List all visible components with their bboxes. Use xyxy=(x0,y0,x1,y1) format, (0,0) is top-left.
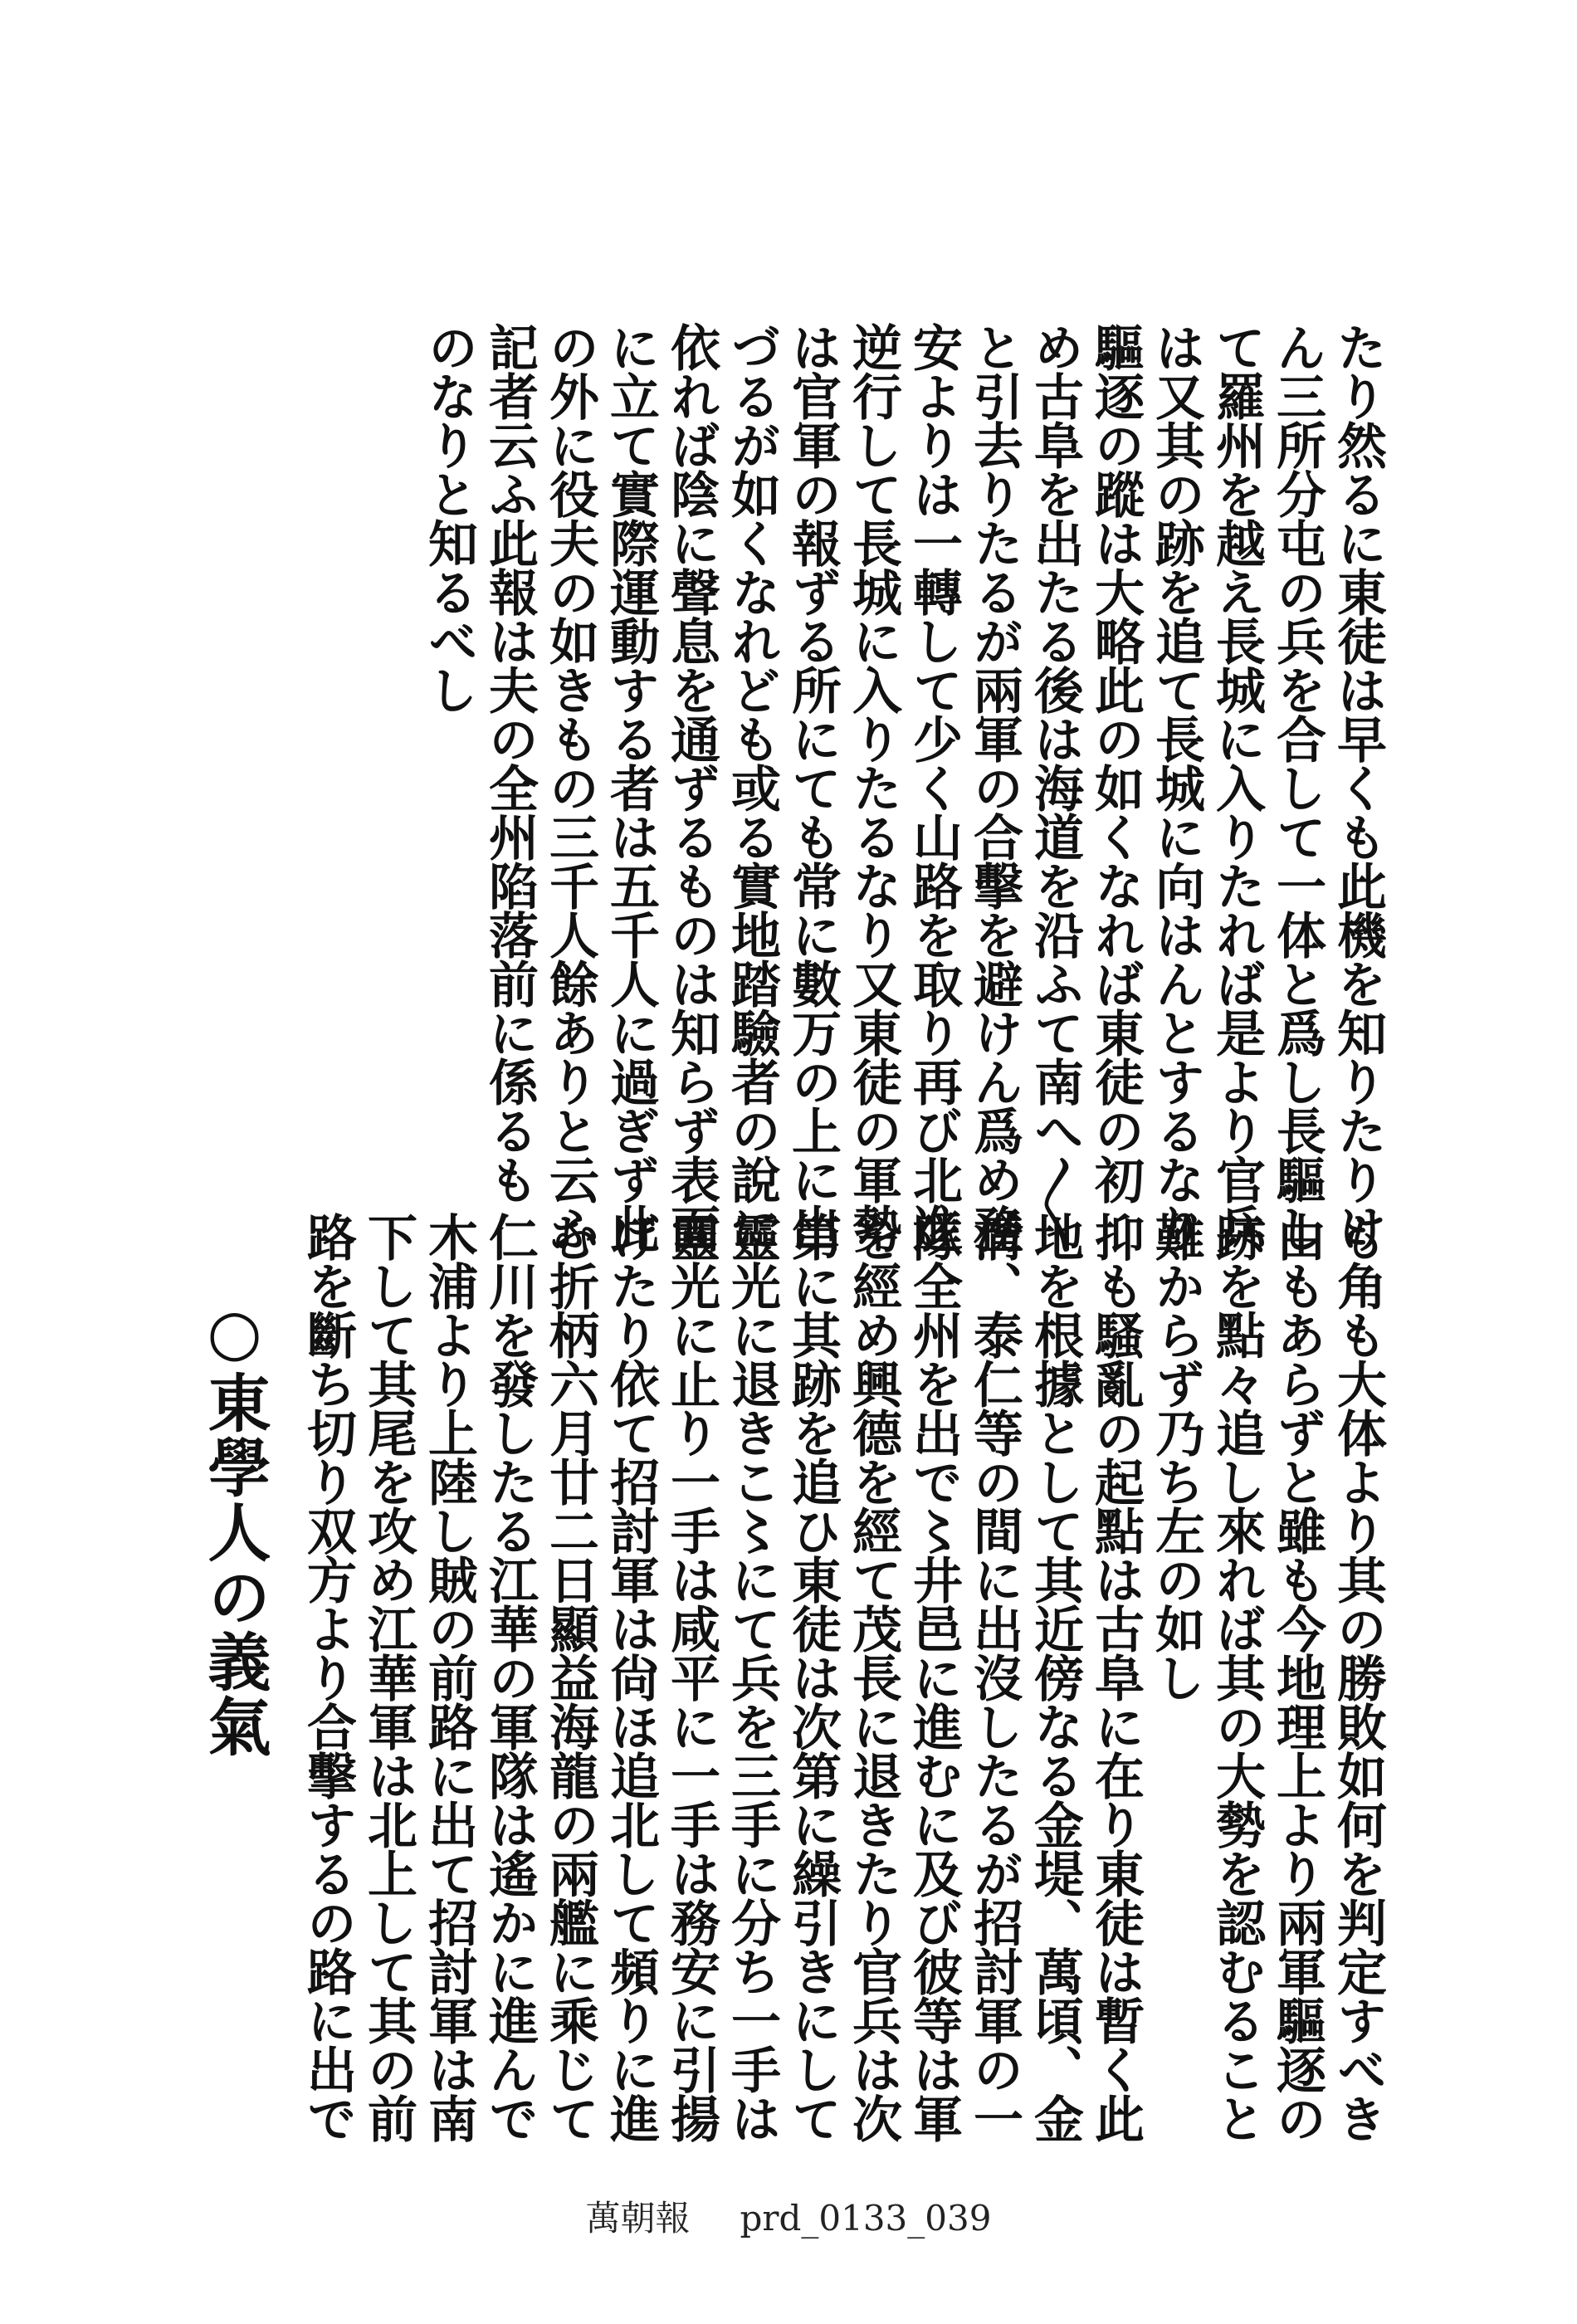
text-column: 記者云ふ此報は夫の全州陷落前に係るも xyxy=(481,322,539,1204)
article-heading: ○東學人の義氣 xyxy=(198,1295,271,1759)
text-column: 逆行して長城に入りたるなり又東徒の軍勢 xyxy=(844,322,902,1252)
text-column: め古阜を出たる後は海道を沿ふて南へ〳〵 xyxy=(1026,322,1084,1253)
text-column: む折柄六月廿二日顯益海龍の兩艦に乘じて xyxy=(541,1212,599,2142)
text-column: 木浦より上陸し賊の前路に出て招討軍は南 xyxy=(420,1212,478,2142)
footer-page-id: prd_0133_039 xyxy=(740,2198,992,2239)
footer-collection-title: 萬朝報 xyxy=(585,2198,691,2239)
text-column: 由もあらずと雖も今地理上より兩軍驅逐の xyxy=(1268,1212,1326,2142)
text-column: 隊全州を出で〻井邑に進むに及び彼等は軍 xyxy=(905,1212,963,2142)
text-column: げたり依て招討軍は尙ほ追北して頻りに進 xyxy=(602,1212,660,2142)
text-column: づるが如くなれども或る實地踏驗者の說に xyxy=(723,322,781,1252)
page-footer xyxy=(0,2191,1577,2241)
text-column: を經め興德を經て茂長に退きたり官兵は次 xyxy=(844,1212,902,2142)
text-column: 第に其跡を追ひ東徒は次第に繰引きにして xyxy=(784,1212,842,2142)
text-column: 靈光に退きこ〻にて兵を三手に分ち一手は xyxy=(723,1212,781,2142)
text-column: 下して其尾を攻め江華軍は北上して其の前 xyxy=(359,1212,417,2142)
text-column: 依れば陰に聲息を通ずるものは知らず表面 xyxy=(662,322,720,1252)
text-column: と引去りたるが兩軍の合擊を避けん爲め務 xyxy=(965,322,1023,1252)
text-column: 安よりは一轉して少く山路を取り再び北進 xyxy=(905,322,963,1252)
text-column: のなりと知るべし xyxy=(420,322,478,714)
text-column: 驅逐の蹤は大略此の如くなれば東徒の初 xyxy=(1086,322,1145,1204)
text-column: 抑も騷亂の起點は古阜に在り東徒は暫く此 xyxy=(1086,1212,1145,2142)
text-column: 靈光に止り一手は咸平に一手は務安に引揚 xyxy=(662,1212,720,2142)
text-column: は官軍の報ずる所にても常に數万の上に出 xyxy=(784,322,842,1252)
lower-text-block xyxy=(297,1212,1388,2142)
text-column: ん三所分屯の兵を合して一体と爲し長驅し xyxy=(1268,322,1326,1252)
text-column: 地を根據として其近傍なる金堤、萬頃、金 xyxy=(1026,1212,1084,2142)
text-column: 難からず乃ち左の如し xyxy=(1147,1212,1205,1702)
text-column: の外に役夫の如きもの三千人餘ありと云ふ xyxy=(541,322,599,1252)
text-column: たり然るに東徒は早くも此機を知りたりけ xyxy=(1329,322,1387,1252)
text-column: 跡を點々追し來れば其の大勢を認むること xyxy=(1208,1212,1266,2142)
text-column: に立て實際運動する者は五千人に過ぎず此 xyxy=(602,322,660,1252)
text-column: 路を斷ち切り双方より合擊するの路に出で xyxy=(299,1212,357,2142)
text-column: て羅州を越え長城に入りたれば是より官兵 xyxy=(1208,322,1266,1252)
text-column: は又其の跡を追て長城に向はんとするなり xyxy=(1147,322,1205,1252)
text-column: 仁川を發したる江華の軍隊は遙かに進んで xyxy=(481,1212,539,2142)
upper-text-block xyxy=(418,322,1388,1253)
text-column: 溝、泰仁等の間に出沒したるが招討軍の一 xyxy=(965,1212,1023,2142)
text-column: も角も大体より其の勝敗如何を判定すべき xyxy=(1329,1212,1387,2142)
